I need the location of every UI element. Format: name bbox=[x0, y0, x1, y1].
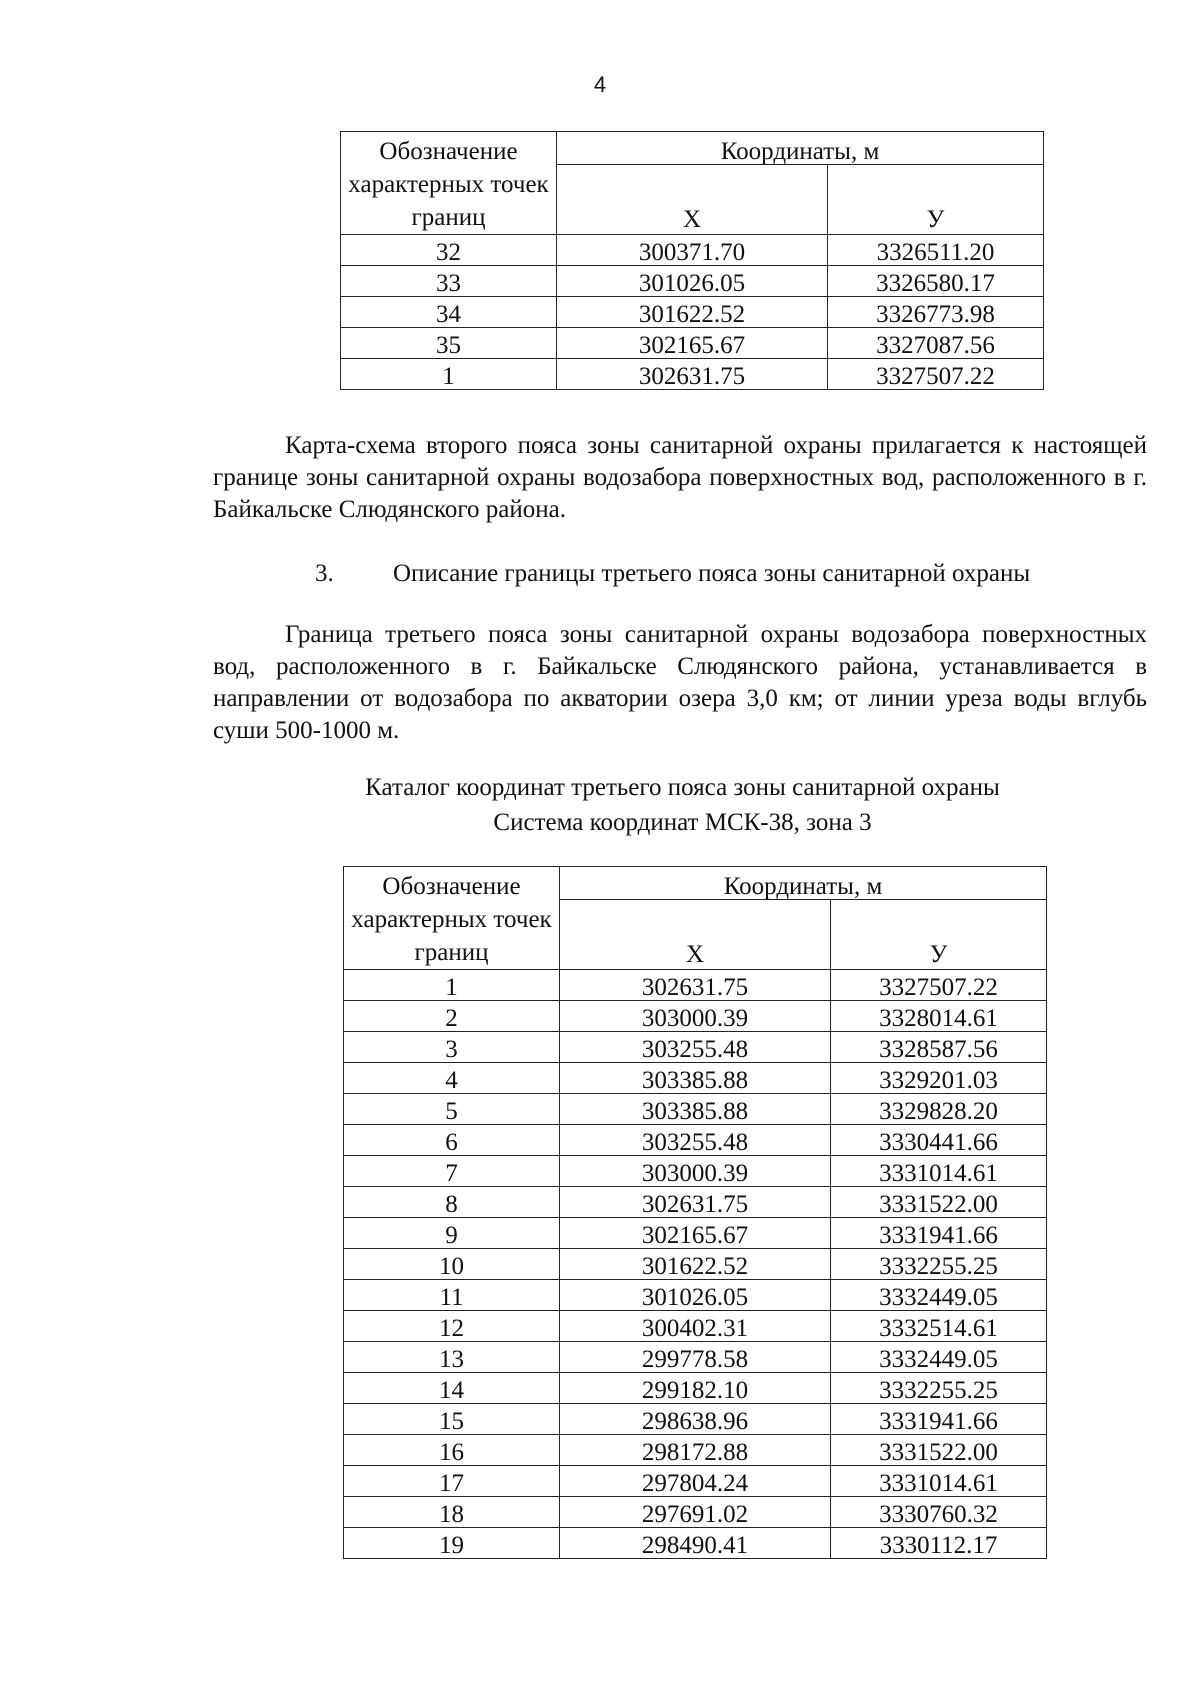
cell-point: 5 bbox=[344, 1094, 560, 1125]
coordinates-table-zone-3 bbox=[343, 866, 1047, 1559]
cell-point: 2 bbox=[344, 1001, 560, 1032]
table-row bbox=[344, 1342, 1047, 1373]
coordinates-table-zone-2 bbox=[340, 131, 1044, 390]
header-point-label: Обозначение характерных точек границ bbox=[344, 867, 560, 970]
table-row bbox=[344, 1094, 1047, 1125]
cell-x: 302631.75 bbox=[560, 1187, 831, 1218]
cell-point: 11 bbox=[344, 1280, 560, 1311]
cell-point: 1 bbox=[341, 359, 557, 390]
cell-x: 299182.10 bbox=[560, 1373, 831, 1404]
table-row bbox=[344, 1497, 1047, 1528]
cell-x: 298172.88 bbox=[560, 1435, 831, 1466]
page-number: 4 bbox=[593, 72, 607, 97]
table-caption: Каталог координат третьего пояса зоны санитарной охраны bbox=[365, 774, 1000, 801]
cell-y: 3331014.61 bbox=[831, 1156, 1047, 1187]
cell-y: 3330760.32 bbox=[831, 1497, 1047, 1528]
paragraph-map-scheme bbox=[213, 430, 1147, 526]
table-row bbox=[341, 235, 1044, 266]
cell-y: 3331941.66 bbox=[831, 1404, 1047, 1435]
cell-point: 14 bbox=[344, 1373, 560, 1404]
cell-y: 3327087.56 bbox=[828, 328, 1044, 359]
table-row bbox=[341, 328, 1044, 359]
cell-point: 13 bbox=[344, 1342, 560, 1373]
cell-point: 19 bbox=[344, 1528, 560, 1559]
cell-x: 302631.75 bbox=[560, 970, 831, 1001]
section-number: 3. bbox=[315, 560, 334, 587]
cell-point: 16 bbox=[344, 1435, 560, 1466]
cell-point: 6 bbox=[344, 1125, 560, 1156]
cell-x: 303000.39 bbox=[560, 1001, 831, 1032]
cell-y: 3330112.17 bbox=[831, 1528, 1047, 1559]
cell-y: 3331014.61 bbox=[831, 1466, 1047, 1497]
table-caption-subtitle: Система координат МСК-38, зона 3 bbox=[493, 809, 872, 836]
cell-y: 3332514.61 bbox=[831, 1311, 1047, 1342]
cell-point: 35 bbox=[341, 328, 557, 359]
table-row bbox=[344, 1187, 1047, 1218]
cell-y: 3332255.25 bbox=[831, 1249, 1047, 1280]
cell-y: 3326773.98 bbox=[828, 297, 1044, 328]
cell-point: 17 bbox=[344, 1466, 560, 1497]
cell-x: 303385.88 bbox=[560, 1063, 831, 1094]
header-y: У bbox=[828, 164, 1044, 234]
paragraph-map-scheme-text: Карта-схема второго пояса зоны санитарной охраны прилагается к настоящей границе зоны санитарной охраны водозабора поверхностных вод, расположенного в г. Байкальске Слюдянского района. bbox=[213, 432, 1147, 523]
cell-y: 3327507.22 bbox=[831, 970, 1047, 1001]
header-coordinates: Координаты, м bbox=[557, 132, 1044, 165]
table-row bbox=[344, 1156, 1047, 1187]
cell-x: 303255.48 bbox=[560, 1125, 831, 1156]
cell-x: 302631.75 bbox=[557, 359, 828, 390]
cell-point: 18 bbox=[344, 1497, 560, 1528]
cell-y: 3331522.00 bbox=[831, 1435, 1047, 1466]
cell-x: 302165.67 bbox=[557, 328, 828, 359]
cell-y: 3326511.20 bbox=[828, 235, 1044, 266]
cell-point: 8 bbox=[344, 1187, 560, 1218]
cell-point: 33 bbox=[341, 266, 557, 297]
table-row bbox=[344, 1125, 1047, 1156]
cell-x: 298490.41 bbox=[560, 1528, 831, 1559]
cell-y: 3326580.17 bbox=[828, 266, 1044, 297]
cell-y: 3332449.05 bbox=[831, 1342, 1047, 1373]
paragraph-zone-3-text: Граница третьего пояса зоны санитарной охраны водозабора поверхностных вод, расположенного в г. Байкальске Слюдянского района, устанавливается в направлении от водозабора по акватории озера 3,0 км; от линии уреза воды вглубь суши 500-1000 м. bbox=[213, 621, 1147, 744]
cell-y: 3328014.61 bbox=[831, 1001, 1047, 1032]
table-row bbox=[344, 1528, 1047, 1559]
header-y: У bbox=[831, 899, 1047, 969]
cell-x: 303385.88 bbox=[560, 1094, 831, 1125]
table-row bbox=[341, 266, 1044, 297]
cell-y: 3328587.56 bbox=[831, 1032, 1047, 1063]
table-row bbox=[344, 1404, 1047, 1435]
cell-x: 303255.48 bbox=[560, 1032, 831, 1063]
cell-x: 301026.05 bbox=[557, 266, 828, 297]
cell-point: 34 bbox=[341, 297, 557, 328]
header-coordinates: Координаты, м bbox=[560, 867, 1047, 900]
table-row bbox=[344, 1218, 1047, 1249]
cell-y: 3329828.20 bbox=[831, 1094, 1047, 1125]
section-title: Описание границы третьего пояса зоны санитарной охраны bbox=[393, 560, 1031, 587]
cell-y: 3332255.25 bbox=[831, 1373, 1047, 1404]
cell-y: 3331941.66 bbox=[831, 1218, 1047, 1249]
cell-x: 300402.31 bbox=[560, 1311, 831, 1342]
cell-point: 15 bbox=[344, 1404, 560, 1435]
table-row bbox=[344, 1435, 1047, 1466]
table-row bbox=[341, 359, 1044, 390]
cell-x: 302165.67 bbox=[560, 1218, 831, 1249]
table-row bbox=[344, 1373, 1047, 1404]
cell-point: 3 bbox=[344, 1032, 560, 1063]
cell-x: 301622.52 bbox=[560, 1249, 831, 1280]
table-row bbox=[344, 1032, 1047, 1063]
cell-point: 1 bbox=[344, 970, 560, 1001]
cell-x: 299778.58 bbox=[560, 1342, 831, 1373]
cell-x: 298638.96 bbox=[560, 1404, 831, 1435]
cell-y: 3330441.66 bbox=[831, 1125, 1047, 1156]
cell-x: 303000.39 bbox=[560, 1156, 831, 1187]
cell-y: 3331522.00 bbox=[831, 1187, 1047, 1218]
header-x: X bbox=[557, 164, 828, 234]
cell-x: 300371.70 bbox=[557, 235, 828, 266]
cell-point: 4 bbox=[344, 1063, 560, 1094]
cell-y: 3329201.03 bbox=[831, 1063, 1047, 1094]
cell-x: 297691.02 bbox=[560, 1497, 831, 1528]
table-row bbox=[344, 1063, 1047, 1094]
cell-x: 301026.05 bbox=[560, 1280, 831, 1311]
paragraph-zone-3-boundary bbox=[213, 619, 1147, 747]
table-row bbox=[341, 297, 1044, 328]
cell-point: 9 bbox=[344, 1218, 560, 1249]
cell-point: 10 bbox=[344, 1249, 560, 1280]
header-point-label: Обозначение характерных точек границ bbox=[341, 132, 557, 235]
table-row bbox=[344, 1280, 1047, 1311]
cell-y: 3332449.05 bbox=[831, 1280, 1047, 1311]
cell-point: 32 bbox=[341, 235, 557, 266]
cell-point: 7 bbox=[344, 1156, 560, 1187]
table-row bbox=[344, 1001, 1047, 1032]
table-row bbox=[344, 1466, 1047, 1497]
table-row bbox=[344, 1249, 1047, 1280]
table-row bbox=[344, 1311, 1047, 1342]
cell-y: 3327507.22 bbox=[828, 359, 1044, 390]
header-x: X bbox=[560, 899, 831, 969]
table-row bbox=[344, 970, 1047, 1001]
cell-x: 297804.24 bbox=[560, 1466, 831, 1497]
cell-point: 12 bbox=[344, 1311, 560, 1342]
cell-x: 301622.52 bbox=[557, 297, 828, 328]
